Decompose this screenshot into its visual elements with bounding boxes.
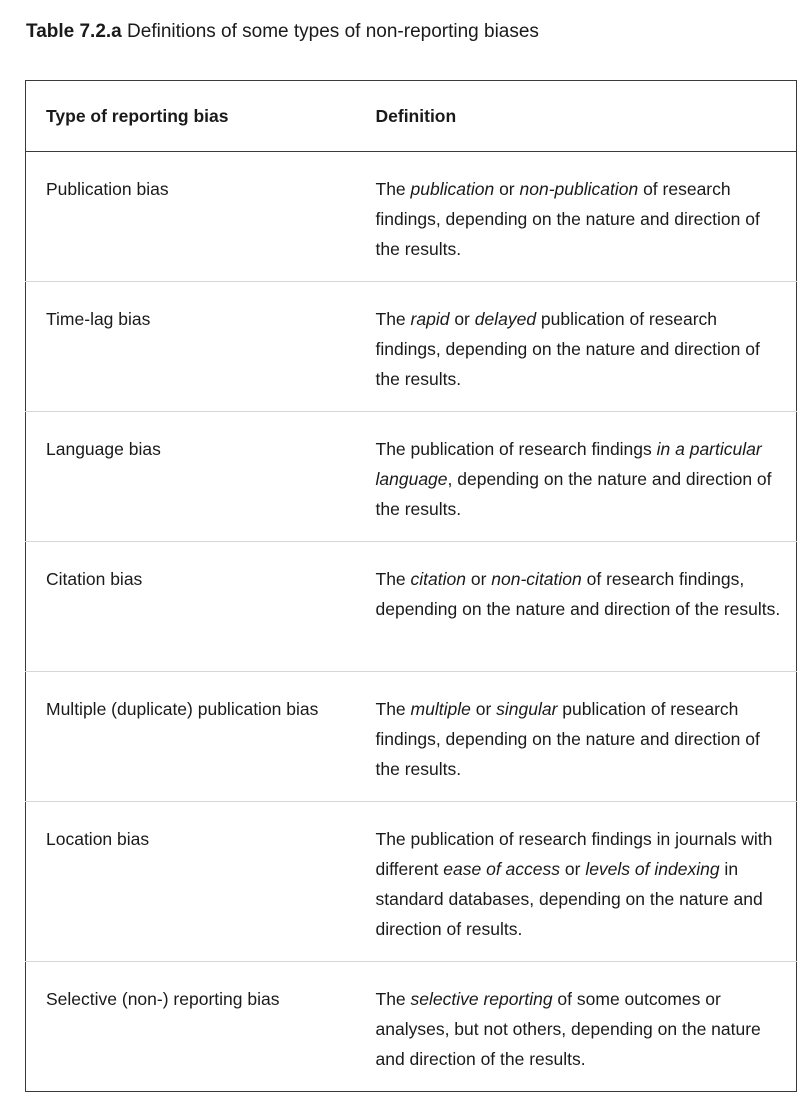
emphasized-text: selective reporting — [410, 989, 553, 1009]
table-row — [26, 802, 797, 962]
emphasized-text: non-publication — [519, 179, 639, 199]
bias-definition-cell — [356, 802, 797, 962]
bias-definition-cell — [356, 672, 797, 802]
table-row — [26, 282, 797, 412]
bias-type-cell: Language bias — [26, 412, 356, 542]
emphasized-text: singular — [496, 699, 558, 719]
table-caption-label: Table 7.2.a — [26, 21, 122, 42]
table-caption — [26, 20, 539, 44]
definition-text: in standard databases, depending on the nature and direction of results. — [375, 859, 763, 939]
definition-text: of some outcomes or analyses, but not others, depending on the nature and direction of the results. — [375, 989, 761, 1069]
emphasized-text: levels of indexing — [585, 859, 720, 879]
bias-definition-cell — [356, 152, 797, 282]
definition-text: The publication of research findings — [375, 439, 657, 459]
table-row — [26, 962, 797, 1092]
bias-type-cell: Location bias — [26, 802, 356, 962]
emphasized-text: ease of access — [443, 859, 561, 879]
bias-definition-cell — [356, 962, 797, 1092]
column-header-definition: Definition — [356, 81, 797, 152]
definition-text: The — [375, 989, 411, 1009]
bias-type-cell: Time-lag bias — [26, 282, 356, 412]
definition-text: or — [470, 699, 497, 719]
definition-text: publication of research findings, depending on the nature and direction of the results. — [375, 309, 760, 389]
bias-type-cell: Citation bias — [26, 542, 356, 672]
column-header-type: Type of reporting bias — [26, 81, 356, 152]
table-caption-text: Definitions of some types of non-reporting biases — [121, 21, 539, 42]
definition-text: The — [375, 699, 411, 719]
definition-text: or — [560, 859, 586, 879]
definition-text: , depending on the nature and direction of the results. — [375, 469, 772, 519]
bias-type-cell: Multiple (duplicate) publication bias — [26, 672, 356, 802]
table-row — [26, 542, 797, 672]
emphasized-text: in a particular language — [375, 439, 762, 489]
table-row — [26, 412, 797, 542]
emphasized-text: rapid — [410, 309, 450, 329]
emphasized-text: multiple — [410, 699, 471, 719]
bias-type-cell: Publication bias — [46, 179, 169, 199]
definition-text: The — [375, 179, 411, 199]
definition-text: The — [375, 309, 411, 329]
definition-text: The publication of research findings in journals with different — [375, 829, 773, 879]
definition-text: publication of research findings, depending on the nature and direction of the results. — [375, 699, 760, 779]
bias-definition-cell — [356, 542, 797, 672]
definition-text: or — [465, 569, 492, 589]
bias-type-cell: Selective (non-) reporting bias — [26, 962, 356, 1092]
emphasized-text: citation — [410, 569, 466, 589]
bias-definition-cell — [356, 282, 797, 412]
emphasized-text: publication — [410, 179, 495, 199]
table-row — [26, 672, 797, 802]
emphasized-text: non-citation — [491, 569, 582, 589]
definition-text: The — [375, 569, 411, 589]
bias-definition-cell — [356, 412, 797, 542]
table-row — [26, 152, 797, 282]
definition-text: of research findings, depending on the nature and direction of the results. — [375, 179, 760, 259]
biases-table — [25, 80, 797, 1092]
emphasized-text: delayed — [474, 309, 537, 329]
definition-text: or — [449, 309, 475, 329]
header-row — [26, 81, 797, 152]
definition-text: or — [494, 179, 520, 199]
definition-text: of research findings, depending on the nature and direction of the results. — [375, 569, 781, 619]
